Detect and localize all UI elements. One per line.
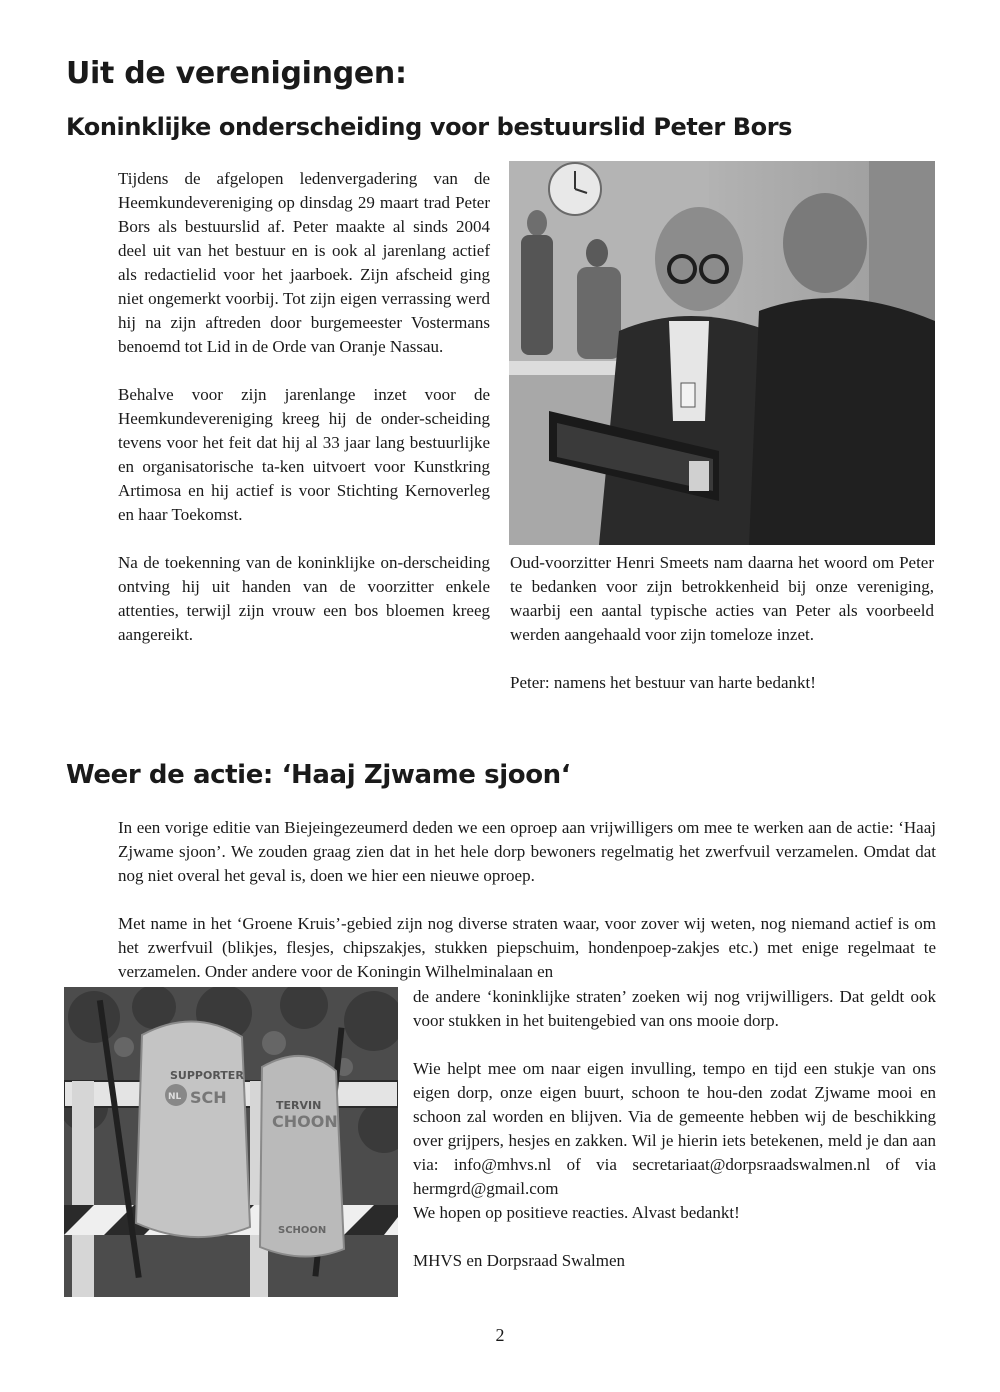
trash-bags-photo [64, 987, 398, 1297]
ceremony-photo [509, 161, 935, 545]
section-title: Uit de verenigingen: [66, 56, 407, 91]
article2-right-column [413, 985, 936, 1297]
bag1-badge: NL [168, 1092, 182, 1102]
article-title: Koninklijke onderscheiding voor bestuurslid Peter Bors [66, 113, 793, 141]
article2-intro [118, 816, 936, 1008]
trash-bags-photo-illustration [64, 987, 398, 1297]
paragraph: Tijdens de afgelopen ledenvergadering van de Heemkundevereniging op dinsdag 29 maart trad Peter Bors als bestuurslid af. Peter maakte al sinds 2004 deel uit van het bestuur en is ook al jarenlang actief als redactielid voor het jaarboek. Zijn afscheid ging niet ongemerkt voorbij. Tot zijn eigen verrassing werd hij na zijn aftreden door burgemeester Vostermans benoemd tot Lid in de Orde van Oranje Nassau. [118, 169, 490, 356]
paragraph: Oud-voorzitter Henri Smeets nam daarna het woord om Peter te bedanken voor zijn betrokkenheid bij onze vereniging, waarbij een aantal typische acties van Peter als voorbeeld werden aangehaald voor zijn tomeloze inzet. [510, 553, 934, 644]
bag1-text: SCH [190, 1088, 227, 1107]
paragraph: de andere ‘koninklijke straten’ zoeken wij nog vrijwilligers. Dat geldt ook voor stukken in het buitengebied van ons mooie dorp. [413, 987, 936, 1030]
page-number: 2 [495, 1325, 505, 1345]
ceremony-photo-illustration [509, 161, 935, 545]
paragraph: Met name in het ‘Groene Kruis’-gebied zijn nog diverse straten waar, voor zover wij weten, nog niemand actief is om het zwerfvuil (blikjes, flesjes, chipszakjes, stukken piepschuim, hondenpoep-zakjes etc.) met enige regelmaat te verzamelen. Onder andere voor de Koningin Wilhelminalaan en [118, 914, 936, 981]
paragraph: Wie helpt mee om naar eigen invulling, tempo en tijd een stukje van ons eigen dorp, onze eigen buurt, schoon te hou-den zodat Zjwame mooi en schoon zal worden en blijven. Via de gemeente hebben wij de beschikking over grijpers, hesjes en zakken. Wil je hierin iets betekenen, meld je dan aan via: info@mhvs.nl of via secretariaat@dorpsraadswalmen.nl of via hermgrd@gmail.com We hopen op positieve reacties. Alvast bedankt! [413, 1059, 936, 1222]
bag2-text: CHOON [272, 1112, 338, 1131]
paragraph: Na de toekenning van de koninklijke on-derscheiding ontving hij uit handen van de voorzitter enkele attenties, terwijl zijn vrouw een bos bloemen kreeg aangereikt. [118, 553, 490, 644]
article2-title: Weer de actie: ‘Haaj Zjwame sjoon‘ [66, 760, 571, 790]
bag2-text: SCHOON [278, 1225, 327, 1236]
article1-right-column [510, 551, 934, 719]
article1-left-column [118, 167, 490, 671]
paragraph: Behalve voor zijn jarenlange inzet voor de Heemkundevereniging kreeg hij de onder-scheiding tevens voor het feit dat hij al 33 jaar lang bestuurlijke en organisatorische ta-ken uitvoert voor Kunstkring Artimosa en hij actief is voor Stichting Kernoverleg en haar Toekomst. [118, 385, 490, 524]
bag2-text: TERVIN [276, 1099, 322, 1112]
bag1-text: SUPPORTER [170, 1069, 244, 1082]
signature: MHVS en Dorpsraad Swalmen [413, 1251, 625, 1270]
paragraph: Peter: namens het bestuur van harte bedankt! [510, 673, 816, 692]
paragraph: In een vorige editie van Biejeingezeumerd deden we een oproep aan vrijwilligers om mee te werken aan de actie: ‘Haaj Zjwame sjoon’. We zouden graag zien dat in het hele dorp bewoners regelmatig het zwerfvuil verzamelen. Omdat dat nog niet overal het geval is, doen we hier een nieuwe oproep. [118, 818, 936, 885]
